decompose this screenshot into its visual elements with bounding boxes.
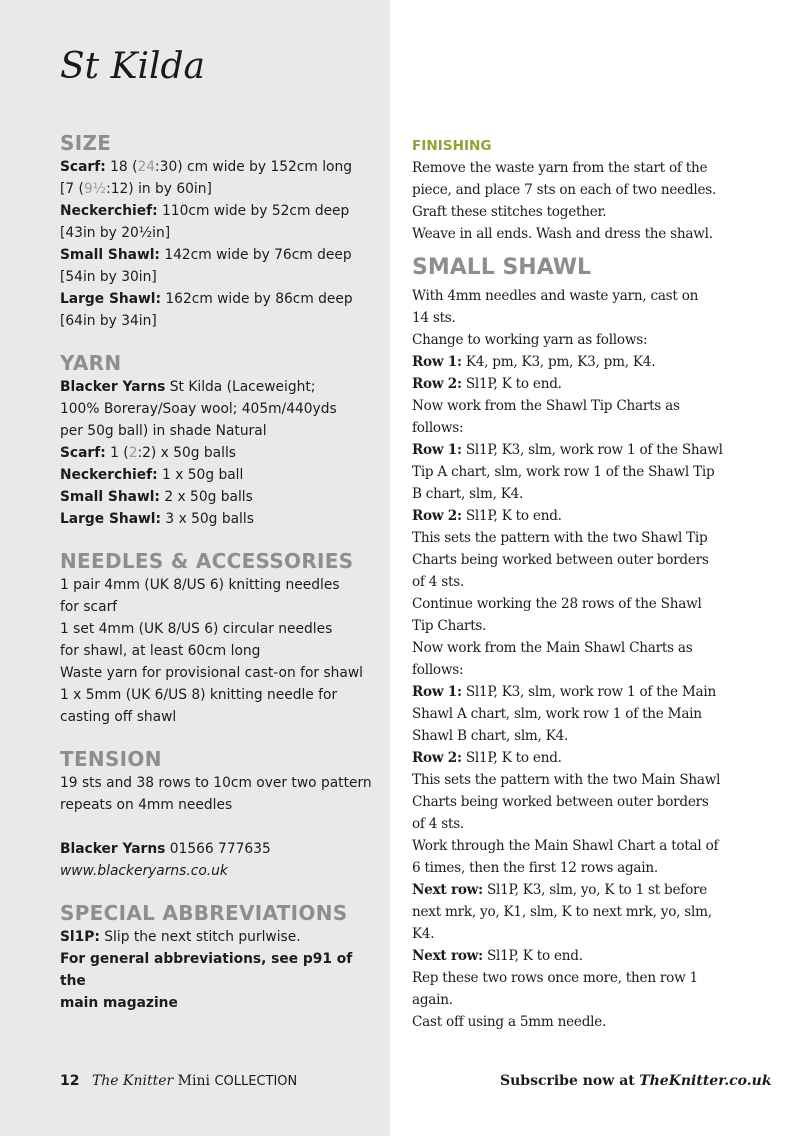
needles-section	[60, 574, 378, 728]
instruction-line: follows:	[412, 420, 464, 436]
subscribe-text: Subscribe now at	[500, 1073, 635, 1089]
instruction-line: With 4mm needles and waste yarn, cast on	[412, 288, 699, 304]
abbrev-note-line-1: For general abbreviations, see p91 of the	[60, 951, 353, 989]
materials-column	[60, 130, 378, 1014]
instruction-line: This sets the pattern with the two Main Shawl	[412, 772, 721, 788]
footer-subscribe	[500, 1073, 772, 1089]
instruction-line: This sets the pattern with the two Shawl Tip	[412, 530, 708, 546]
instruction-line: of 4 sts.	[412, 816, 464, 832]
tension-heading: TENSION	[60, 747, 162, 771]
instruction-row: Row 2: Sl1P, K to end.	[412, 508, 562, 524]
size-large-shawl: Large Shawl: 162cm wide by 86cm deep	[60, 291, 353, 307]
instruction-row: Next row: Sl1P, K to end.	[412, 948, 583, 964]
yarn-line-3: per 50g ball) in shade Natural	[60, 423, 267, 439]
size-scarf: Scarf: 18 (24:30) cm wide by 152cm long	[60, 159, 352, 175]
needles-heading: NEEDLES & ACCESSORIES	[60, 549, 354, 573]
instruction-line: B chart, slm, K4.	[412, 486, 524, 502]
instruction-line: Cast off using a 5mm needle.	[412, 1014, 607, 1030]
abbreviations-heading: SPECIAL ABBREVIATIONS	[60, 901, 348, 925]
pattern-title: St Kilda	[60, 46, 206, 87]
size-section	[60, 156, 378, 332]
instruction-row: Row 2: Sl1P, K to end.	[412, 750, 562, 766]
yarn-scarf: Scarf: 1 (2:2) x 50g balls	[60, 445, 236, 461]
needles-line: 1 x 5mm (UK 6/US 8) knitting needle for	[60, 687, 338, 703]
finishing-line: piece, and place 7 sts on each of two needles.	[412, 182, 717, 198]
yarn-heading: YARN	[60, 351, 122, 375]
instruction-line: Now work from the Main Shawl Charts as	[412, 640, 693, 656]
contact-section	[60, 838, 378, 882]
needles-line: for shawl, at least 60cm long	[60, 643, 261, 659]
instruction-line: next mrk, yo, K1, slm, K to next mrk, yo, slm,	[412, 904, 712, 920]
instruction-line: Work through the Main Shawl Chart a total of	[412, 838, 719, 854]
size-small-shawl-imperial: [54in by 30in]	[60, 269, 157, 285]
footer-publication	[60, 1073, 297, 1089]
instruction-line: Tip Charts.	[412, 618, 487, 634]
page-number: 12	[60, 1073, 80, 1089]
contact-phone: Blacker Yarns 01566 777635	[60, 841, 271, 857]
size-heading: SIZE	[60, 131, 112, 155]
instruction-line: Shawl B chart, slm, K4.	[412, 728, 569, 744]
tension-line: 19 sts and 38 rows to 10cm over two pattern	[60, 775, 372, 791]
instruction-line: of 4 sts.	[412, 574, 464, 590]
tension-section	[60, 772, 378, 816]
finishing-line: Weave in all ends. Wash and dress the shawl.	[412, 226, 713, 242]
instruction-line: again.	[412, 992, 453, 1008]
instruction-line: Tip A chart, slm, work row 1 of the Shawl Tip	[412, 464, 715, 480]
needles-line: 1 set 4mm (UK 8/US 6) circular needles	[60, 621, 333, 637]
yarn-small-shawl: Small Shawl: 2 x 50g balls	[60, 489, 253, 505]
instruction-line: Change to working yarn as follows:	[412, 332, 648, 348]
abbrev-sl1p: Sl1P: Slip the next stitch purlwise.	[60, 929, 301, 945]
instruction-line: Charts being worked between outer borders	[412, 552, 709, 568]
instructions-column	[412, 135, 752, 1033]
instruction-line: 14 sts.	[412, 310, 456, 326]
instruction-row: Row 1: K4, pm, K3, pm, K3, pm, K4.	[412, 354, 656, 370]
magazine-collection: COLLECTION	[214, 1074, 298, 1089]
instruction-line: Now work from the Shawl Tip Charts as	[412, 398, 680, 414]
instruction-row: Next row: Sl1P, K3, slm, yo, K to 1 st before	[412, 882, 708, 898]
needles-line: casting off shawl	[60, 709, 177, 725]
yarn-line-1: Blacker Yarns St Kilda (Laceweight;	[60, 379, 316, 395]
spacer	[60, 816, 378, 838]
contact-website-link[interactable]: www.blackeryarns.co.uk	[60, 863, 228, 879]
instruction-row: Row 1: Sl1P, K3, slm, work row 1 of the Shawl	[412, 442, 723, 458]
abbreviations-section	[60, 926, 378, 1014]
finishing-heading: FINISHING	[412, 138, 492, 154]
subscribe-site-link[interactable]: TheKnitter.co.uk	[639, 1073, 772, 1089]
size-small-shawl: Small Shawl: 142cm wide by 76cm deep	[60, 247, 352, 263]
magazine-name: The Knitter	[91, 1073, 174, 1089]
instruction-line: Rep these two rows once more, then row 1	[412, 970, 698, 986]
instruction-line: 6 times, then the first 12 rows again.	[412, 860, 658, 876]
size-scarf-imperial: [7 (9½:12) in by 60in]	[60, 181, 212, 197]
instruction-row: Row 1: Sl1P, K3, slm, work row 1 of the Main	[412, 684, 716, 700]
yarn-large-shawl: Large Shawl: 3 x 50g balls	[60, 511, 254, 527]
instruction-row: Row 2: Sl1P, K to end.	[412, 376, 562, 392]
instruction-line: Continue working the 28 rows of the Shawl	[412, 596, 702, 612]
magazine-mini: Mini	[177, 1073, 210, 1089]
instruction-line: K4.	[412, 926, 435, 942]
instruction-line: Charts being worked between outer borders	[412, 794, 709, 810]
tension-line: repeats on 4mm needles	[60, 797, 233, 813]
abbrev-note-line-2: main magazine	[60, 995, 178, 1011]
instruction-line: Shawl A chart, slm, work row 1 of the Main	[412, 706, 702, 722]
needles-line: for scarf	[60, 599, 118, 615]
size-large-shawl-imperial: [64in by 34in]	[60, 313, 157, 329]
size-neckerchief-imperial: [43in by 20½in]	[60, 225, 171, 241]
needles-line: 1 pair 4mm (UK 8/US 6) knitting needles	[60, 577, 340, 593]
size-neckerchief: Neckerchief: 110cm wide by 52cm deep	[60, 203, 350, 219]
finishing-line: Remove the waste yarn from the start of the	[412, 160, 708, 176]
yarn-line-2: 100% Boreray/Soay wool; 405m/440yds	[60, 401, 337, 417]
yarn-neckerchief: Neckerchief: 1 x 50g ball	[60, 467, 244, 483]
finishing-line: Graft these stitches together.	[412, 204, 607, 220]
yarn-section	[60, 376, 378, 530]
instruction-line: follows:	[412, 662, 464, 678]
small-shawl-heading: SMALL SHAWL	[412, 255, 592, 280]
needles-line: Waste yarn for provisional cast-on for shawl	[60, 665, 363, 681]
